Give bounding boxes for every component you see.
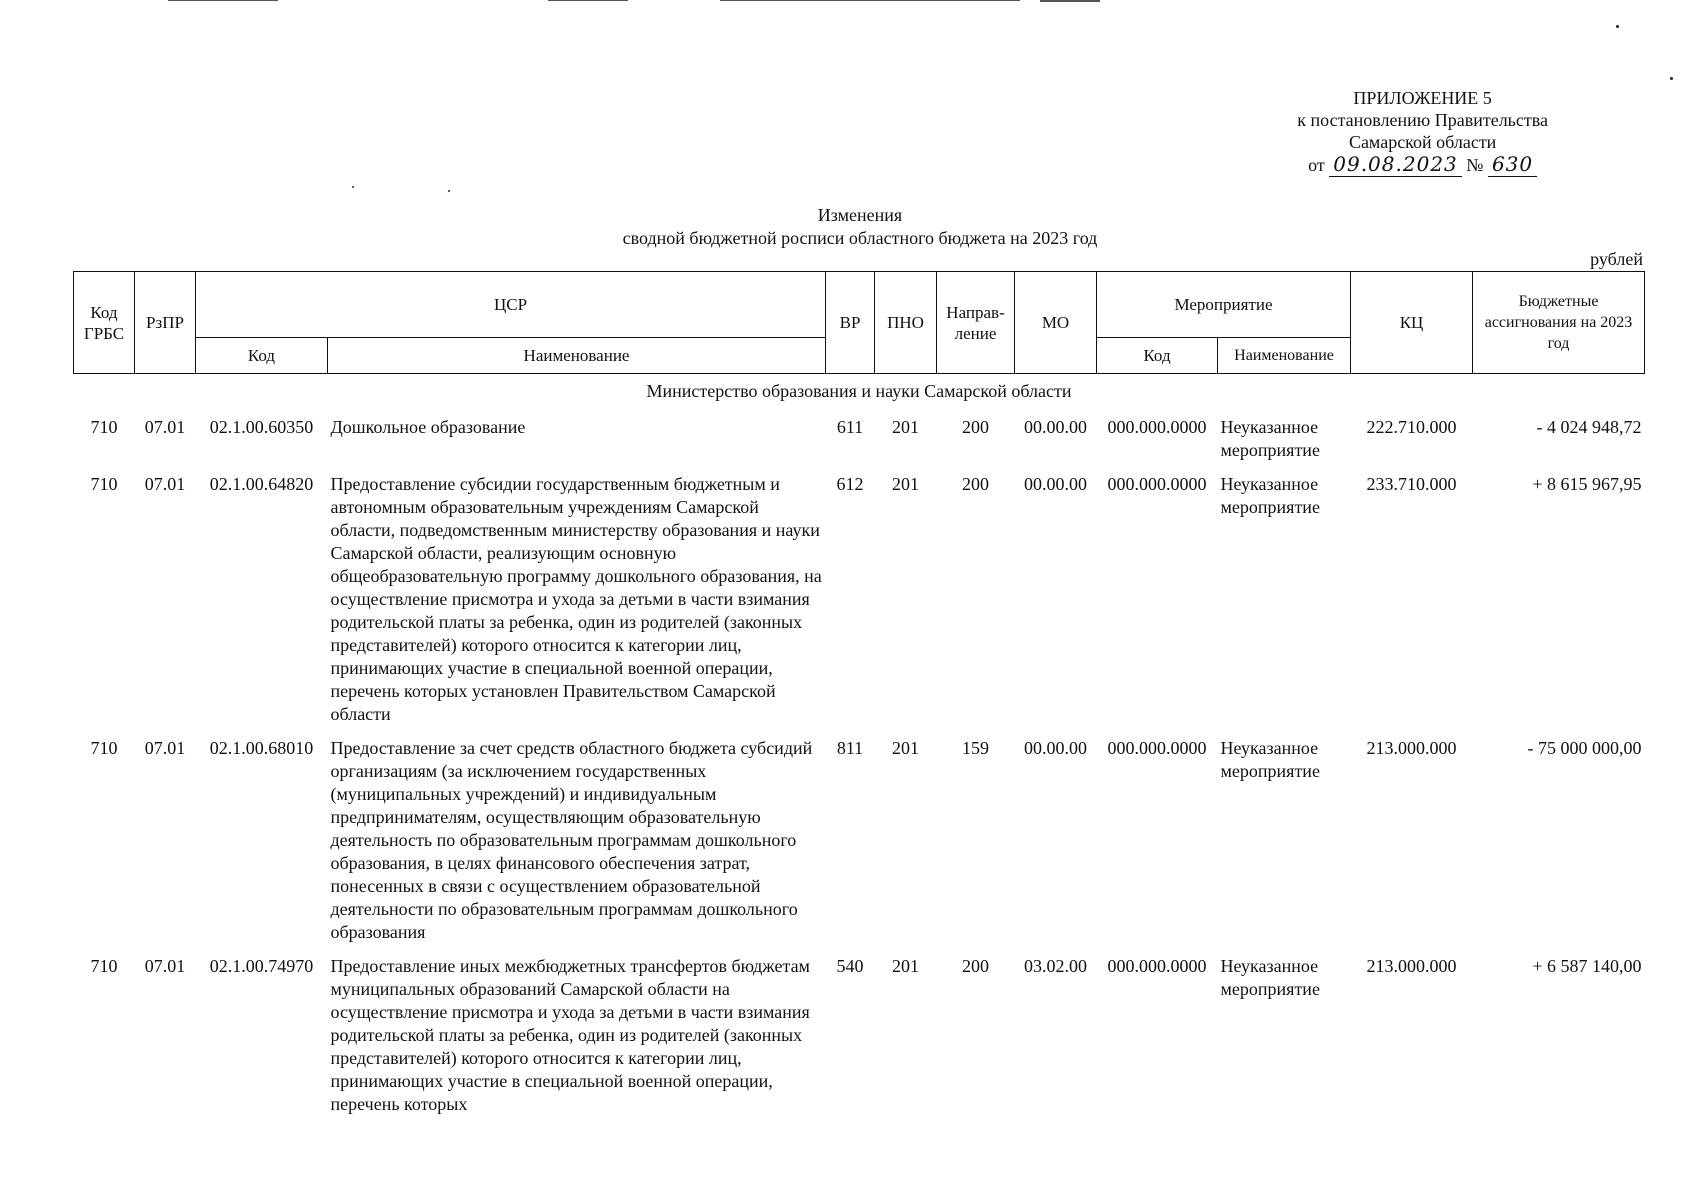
cell-amount: + 6 587 140,00 xyxy=(1532,956,1642,976)
cell-kc: 213.000.000 xyxy=(1366,738,1457,758)
header-vr: ВР xyxy=(826,272,875,374)
header-mo: МО xyxy=(1015,272,1097,374)
appendix-title: ПРИЛОЖЕНИЕ 5 xyxy=(1353,88,1492,108)
budget-table xyxy=(73,271,1645,1118)
section-ministry: Министерство образования и науки Самарской области xyxy=(646,381,1072,401)
cell-grbs: 710 xyxy=(90,956,118,976)
number-sign: № xyxy=(1466,155,1484,175)
table-row xyxy=(74,728,1645,946)
cell-rzpr: 07.01 xyxy=(144,956,186,976)
scan-speck xyxy=(1616,25,1619,28)
cell-pno: 201 xyxy=(892,738,920,758)
cell-napr: 159 xyxy=(962,738,990,758)
cell-pno: 201 xyxy=(892,417,920,437)
cell-vr: 611 xyxy=(836,417,864,437)
cell-mo: 03.02.00 xyxy=(1024,956,1088,976)
title-line-1: Изменения xyxy=(817,205,903,225)
units-label: рублей xyxy=(1590,249,1643,269)
cell-mer-name: Неуказанное мероприятие xyxy=(1220,956,1320,999)
header-kc: КЦ xyxy=(1351,272,1473,374)
cell-vr: 811 xyxy=(836,738,864,758)
cell-mo: 00.00.00 xyxy=(1024,738,1088,758)
header-mer-name: Наименование xyxy=(1218,338,1351,374)
header-meropriyatie: Мероприятие xyxy=(1097,272,1351,338)
header-rzpr: РзПР xyxy=(135,272,196,374)
header-pno: ПНО xyxy=(875,272,937,374)
cell-mer-name: Неуказанное мероприятие xyxy=(1220,474,1320,517)
cell-rzpr: 07.01 xyxy=(144,417,186,437)
cell-amount: - 75 000 000,00 xyxy=(1527,738,1642,758)
header-kod-grbs: Код ГРБС xyxy=(74,272,135,374)
table-row xyxy=(74,407,1645,464)
cell-mer-name: Неуказанное мероприятие xyxy=(1220,738,1320,781)
handwritten-date: 09.08.2023 xyxy=(1329,152,1462,177)
cell-napr: 200 xyxy=(962,417,990,437)
cell-napr: 200 xyxy=(962,474,990,494)
cell-vr: 612 xyxy=(836,474,864,494)
cell-pno: 201 xyxy=(892,474,920,494)
cell-mer-name: Неуказанное мероприятие xyxy=(1220,417,1320,460)
scan-speck xyxy=(1670,77,1673,80)
cell-kc: 233.710.000 xyxy=(1366,474,1457,494)
scan-speck xyxy=(448,190,450,192)
cell-amount: + 8 615 967,95 xyxy=(1532,474,1642,494)
header-mer-kod: Код xyxy=(1097,338,1218,374)
cell-mer-kod: 000.000.0000 xyxy=(1107,956,1207,976)
date-prefix: от xyxy=(1308,155,1325,175)
cell-rzpr: 07.01 xyxy=(144,474,186,494)
cell-csr-kod: 02.1.00.64820 xyxy=(209,474,314,494)
cell-csr-kod: 02.1.00.74970 xyxy=(209,956,314,976)
header-napravlenie: Направ-ление xyxy=(937,272,1015,374)
cell-name: Предоставление иных межбюджетных трансфертов бюджетам муниципальных образований Самарской области на осуществление присмотра и ухода за детьми в части взимания родительской платы за ребенка, один из родителей (законных представителей) которого относится к категории лиц, принимающих участие в специальной военной операции, перечень которых xyxy=(330,956,810,1114)
cell-grbs: 710 xyxy=(90,417,118,437)
cell-kc: 213.000.000 xyxy=(1366,956,1457,976)
cell-mo: 00.00.00 xyxy=(1024,417,1088,437)
scan-artifact-line xyxy=(168,0,278,1)
cell-name: Дошкольное образование xyxy=(330,417,526,437)
appendix-line-3: Самарской области xyxy=(1348,132,1497,152)
cell-mer-kod: 000.000.0000 xyxy=(1107,474,1207,494)
cell-name: Предоставление субсидии государственным бюджетным и автономным образовательным учреждениям Самарской области, подведомственным министерству образования и науки Самарской области, реализующим основную общеобразовательную программу дошкольного образования, на осуществление присмотра и ухода за детьми в части взимания родительской платы за ребенка, один из родителей (законных представителей) которого относится к категории лиц, принимающих участие в специальной военной операции, перечень которых установлен Правительством Самарской области xyxy=(330,474,822,724)
table-row xyxy=(74,464,1645,728)
cell-csr-kod: 02.1.00.68010 xyxy=(209,738,314,758)
header-csr-name: Наименование xyxy=(328,338,826,374)
cell-grbs: 710 xyxy=(90,474,118,494)
table-row xyxy=(74,946,1645,1118)
cell-csr-kod: 02.1.00.60350 xyxy=(209,417,314,437)
appendix-block xyxy=(1297,87,1548,176)
scan-artifact-line xyxy=(1040,0,1100,2)
cell-grbs: 710 xyxy=(90,738,118,758)
scan-speck xyxy=(352,186,354,188)
scan-artifact-line xyxy=(720,0,1020,1)
cell-kc: 222.710.000 xyxy=(1366,417,1457,437)
scan-artifact-line xyxy=(548,0,628,1)
resolution-date-number xyxy=(1297,153,1548,176)
appendix-line-2: к постановлению Правительства xyxy=(1297,110,1548,130)
cell-amount: - 4 024 948,72 xyxy=(1536,417,1642,437)
cell-mo: 00.00.00 xyxy=(1024,474,1088,494)
cell-name: Предоставление за счет средств областного бюджета субсидий организациям (за исключением государственных (муниципальных учреждений) и индивидуальным предпринимателям, осуществляющим образовательную деятельность по образовательным программам дошкольного образования, в целях финансового обеспечения затрат, понесенных в связи с осуществлением образовательной деятельности по образовательным программам дошкольного образования xyxy=(330,738,813,942)
handwritten-number: 630 xyxy=(1488,152,1537,177)
title-line-2: сводной бюджетной росписи областного бюджета на 2023 год xyxy=(622,228,1098,248)
header-csr: ЦСР xyxy=(196,272,826,338)
header-assignments: Бюджетные ассигнования на 2023 год xyxy=(1473,272,1645,374)
document-title xyxy=(0,204,1705,250)
cell-vr: 540 xyxy=(836,956,864,976)
cell-napr: 200 xyxy=(962,956,990,976)
cell-mer-kod: 000.000.0000 xyxy=(1107,738,1207,758)
cell-mer-kod: 000.000.0000 xyxy=(1107,417,1207,437)
cell-pno: 201 xyxy=(892,956,920,976)
header-csr-kod: Код xyxy=(196,338,328,374)
cell-rzpr: 07.01 xyxy=(144,738,186,758)
